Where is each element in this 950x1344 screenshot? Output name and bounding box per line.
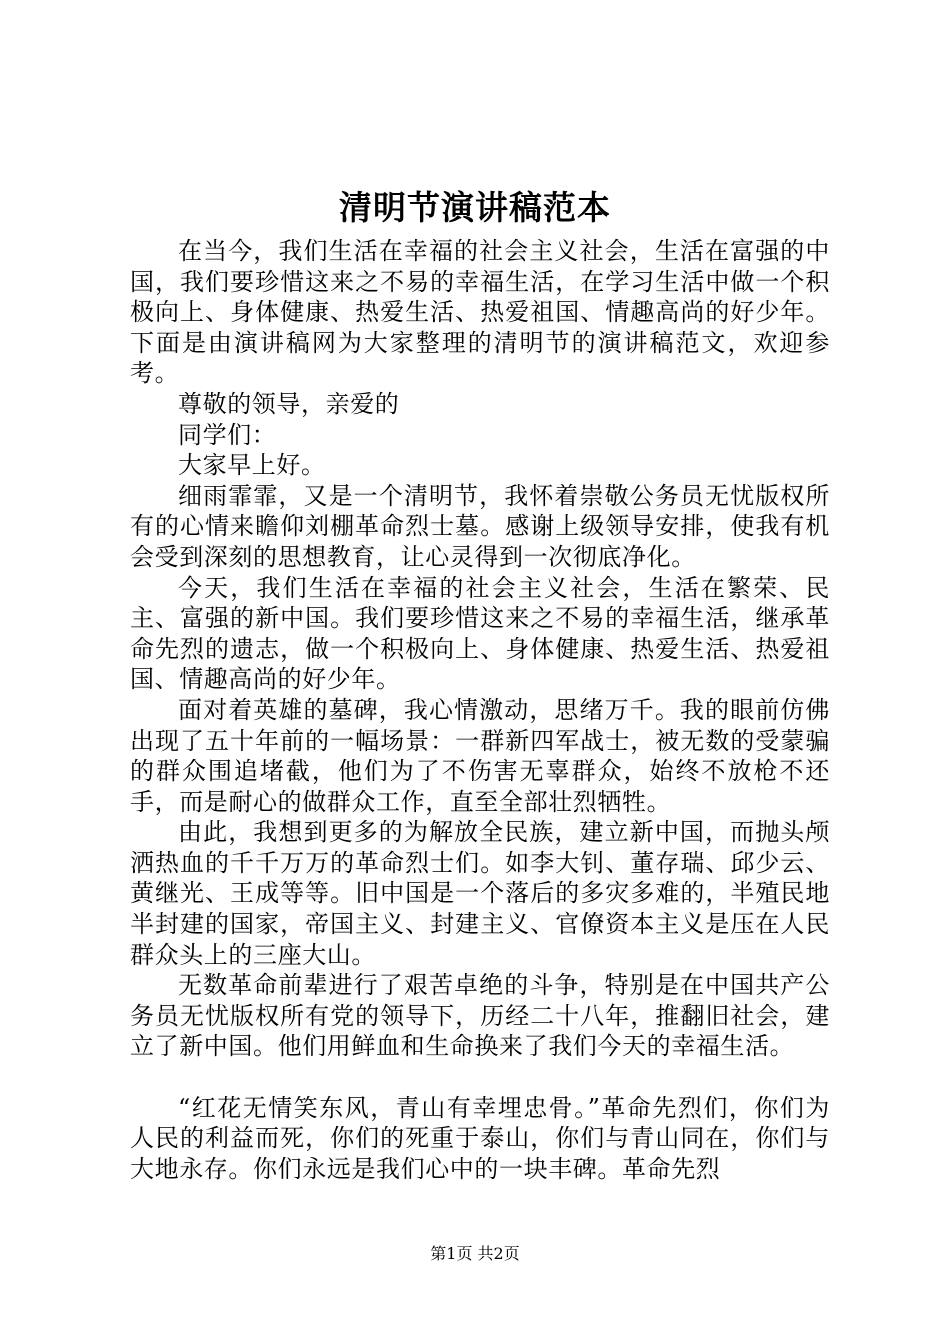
page-number-footer: 第1页 共2页 [430,1244,520,1263]
paragraph-intro: 在当今，我们生活在幸福的社会主义社会，生活在富强的中国，我们要珍惜这来之不易的幸福生活，在学习生活中做一个积极向上、身体健康、热爱生活、热爱祖国、情趣高尚的好少年。下面是由演讲稿网为大家整理的清明节的演讲稿范文，欢迎参考。 [130,237,830,388]
document-title: 清明节演讲稿范本 [339,188,611,227]
paragraph-body: 今天，我们生活在幸福的社会主义社会，生活在繁荣、民主、富强的新中国。我们要珍惜这来之不易的幸福生活，继承革命先烈的遗志，做一个积极向上、身体健康、热爱生活、热爱祖国、情趣高尚的好少年。 [130,573,830,694]
paragraph-body: “红花无情笑东风，青山有幸埋忠骨。”革命先烈们，你们为人民的利益而死，你们的死重于泰山，你们与青山同在，你们与大地永存。你们永远是我们心中的一块丰碑。革命先烈 [130,1093,830,1183]
paragraph-body: 由此，我想到更多的为解放全民族，建立新中国，而抛头颅洒热血的千千万万的革命烈士们。如李大钊、董存瑞、邱少云、黄继光、王成等等。旧中国是一个落后的多灾多难的，半殖民地半封建的国家，帝国主义、封建主义、官僚资本主义是压在人民群众头上的三座大山。 [130,818,830,969]
paragraph-body: 细雨霏霏，又是一个清明节，我怀着崇敬公务员无忧版权所有的心情来瞻仰刘棚革命烈士墓。感谢上级领导安排，使我有机会受到深刻的思想教育，让心灵得到一次彻底净化。 [130,481,830,571]
paragraph-salutation: 尊敬的领导，亲爱的 [178,389,400,418]
paragraph-audience: 同学们： [178,420,277,449]
paragraph-body: 面对着英雄的墓碑，我心情激动，思绪万千。我的眼前仿佛出现了五十年前的一幅场景：一群新四军战士，被无数的受蒙骗的群众围追堵截，他们为了不伤害无辜群众，始终不放枪不还手，而是耐心的做群众工作，直至全部壮烈牺牲。 [130,695,830,816]
paragraph-body: 无数革命前辈进行了艰苦卓绝的斗争，特别是在中国共产公务员无忧版权所有党的领导下，历经二十八年，推翻旧社会，建立了新中国。他们用鲜血和生命换来了我们今天的幸福生活。 [130,971,830,1061]
document-body [130,236,830,1184]
paragraph-greeting: 大家早上好。 [178,451,326,480]
